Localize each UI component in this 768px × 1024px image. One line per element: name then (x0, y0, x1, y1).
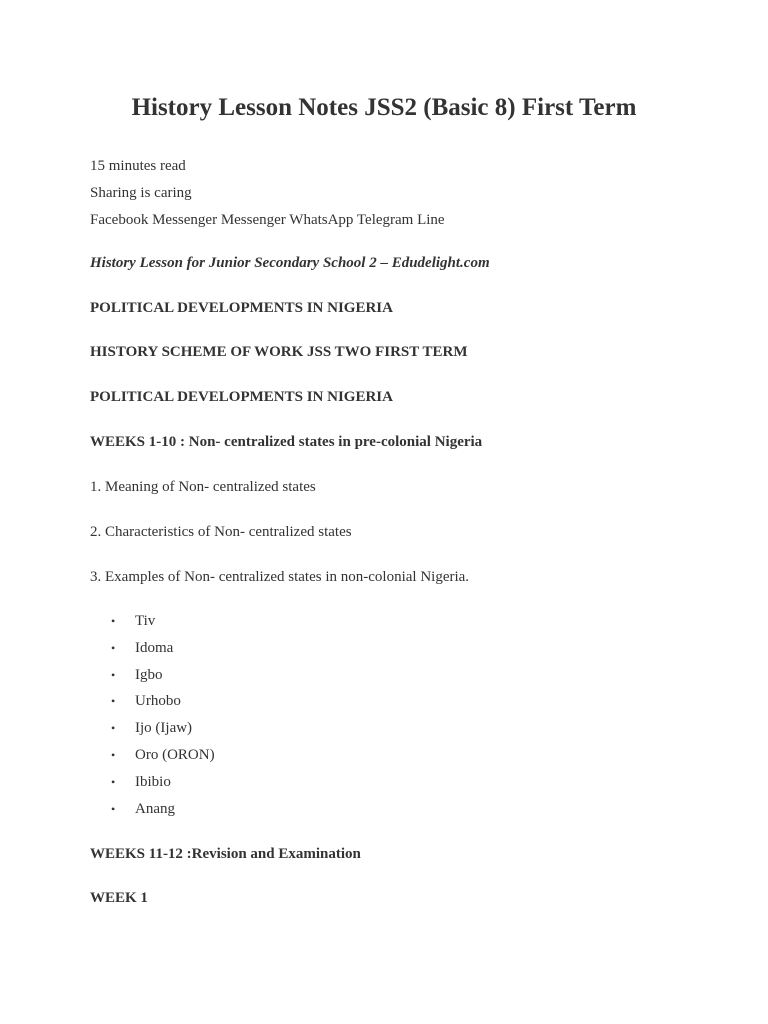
bullet-icon: • (111, 667, 116, 682)
bullet-icon: • (111, 747, 116, 762)
share-links (90, 207, 445, 234)
bullet-icon: • (111, 721, 116, 736)
share-telegram-link[interactable]: Telegram (356, 212, 418, 228)
section-heading-political-developments: POLITICAL DEVELOPMENTS IN NIGERIA (90, 300, 393, 316)
list-item: • Igbo (90, 662, 215, 689)
section-heading-scheme-of-work: HISTORY SCHEME OF WORK JSS TWO FIRST TERM (90, 344, 468, 360)
bullet-icon: • (111, 801, 116, 816)
list-item: • Urhobo (90, 688, 215, 715)
read-time: 15 minutes read (90, 158, 186, 174)
bullet-icon: • (111, 694, 116, 709)
page-title: History Lesson Notes JSS2 (Basic 8) First Term (131, 94, 637, 121)
list-item: • Oro (ORON) (90, 742, 215, 769)
examples-list (90, 608, 215, 822)
share-facebook-link[interactable]: Facebook (90, 212, 153, 228)
point-characteristics: 2. Characteristics of Non- centralized states (90, 524, 352, 540)
share-whatsapp-link[interactable]: WhatsApp (289, 212, 357, 228)
point-meaning: 1. Meaning of Non- centralized states (90, 479, 316, 495)
article-meta (90, 153, 445, 234)
weeks-1-10-heading: WEEKS 1-10 : Non- centralized states in pre-colonial Nigeria (90, 434, 483, 450)
point-examples: 3. Examples of Non- centralized states in non-colonial Nigeria. (90, 569, 470, 585)
bullet-icon: • (111, 774, 116, 789)
list-item: • Ijo (Ijaw) (90, 715, 215, 742)
share-messenger-link[interactable]: Messenger (152, 212, 221, 228)
list-item: • Idoma (90, 635, 215, 662)
share-messenger-link-2[interactable]: Messenger (220, 212, 290, 228)
share-line-link[interactable]: Line (417, 212, 445, 228)
sharing-caption: Sharing is caring (90, 185, 192, 201)
article-subtitle: History Lesson for Junior Secondary School 2 – Edudelight.com (90, 255, 490, 271)
list-item: • Tiv (90, 608, 215, 635)
week-1-heading: WEEK 1 (90, 890, 148, 906)
bullet-icon: • (111, 640, 116, 655)
list-item: • Anang (90, 796, 215, 823)
section-heading-political-developments-2: POLITICAL DEVELOPMENTS IN NIGERIA (90, 389, 393, 405)
bullet-icon: • (111, 614, 116, 628)
weeks-11-12-heading: WEEKS 11-12 :Revision and Examination (90, 846, 361, 862)
list-item: • Ibibio (90, 769, 215, 796)
